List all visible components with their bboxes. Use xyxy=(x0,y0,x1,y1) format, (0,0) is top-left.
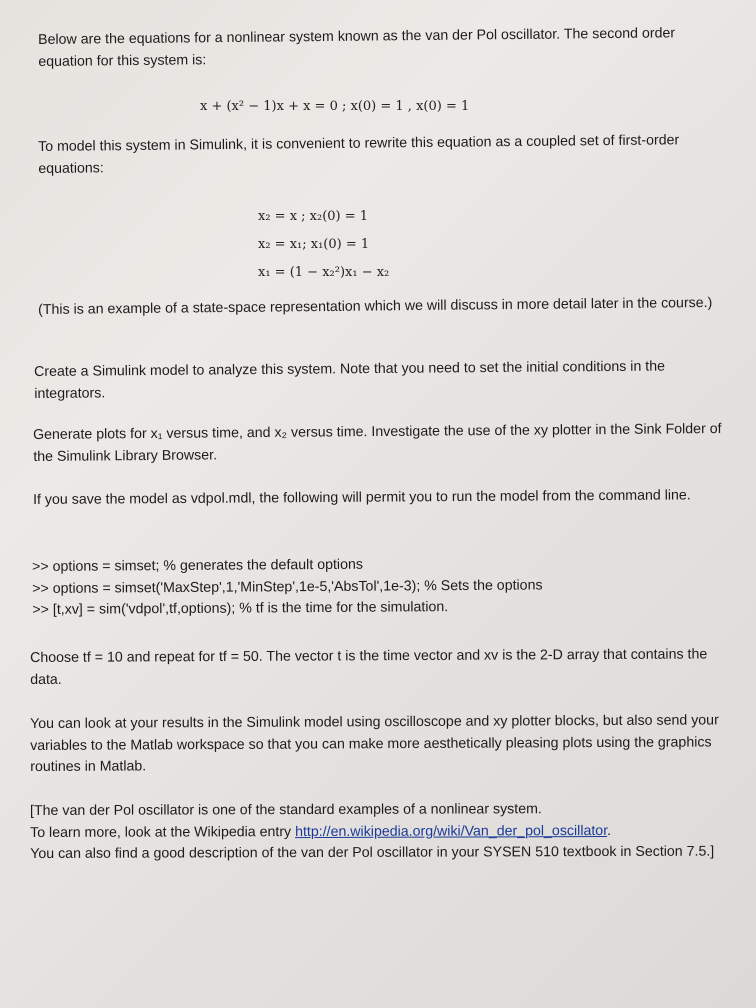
wikipedia-link[interactable]: http://en.wikipedia.org/wiki/Van_der_pol_oscillator xyxy=(295,822,608,840)
footer-line-2-suffix: . xyxy=(607,822,612,839)
choose-tf-paragraph: Choose tf = 10 and repeat for tf = 50. The vector t is the time vector and xv is the 2-D array that contains the data. xyxy=(30,646,708,688)
code-line-3: >> [t,xv] = sim('vdpol',tf,options); % tf is the time for the simulation. xyxy=(32,599,449,618)
footer-line-1: [The van der Pol oscillator is one of the standard examples of a nonlinear system. xyxy=(30,801,542,819)
footer-line-2-prefix: To learn more, look at the Wikipedia entry xyxy=(30,823,296,841)
intro-paragraph: Below are the equations for a nonlinear system known as the van der Pol oscillator. The second order equation for this system is: xyxy=(38,25,676,70)
save-model-paragraph: If you save the model as vdpol.mdl, the following will permit you to run the model from the command line. xyxy=(33,487,691,508)
equation-line-3: x₁ = (1 − x₂²)x₁ − x₂ xyxy=(258,265,390,280)
footer-note xyxy=(30,798,750,865)
state-space-note: (This is an example of a state-space representation which we will discuss in more detail later in the course.) xyxy=(38,294,713,318)
command-line-code xyxy=(32,552,732,621)
main-equation: x + (x² − 1)x + x = 0 ; x(0) = 1 , x(0) = 1 xyxy=(200,99,470,114)
code-line-2: >> options = simset('MaxStep',1,'MinStep',1e-5,'AbsTol',1e-3); % Sets the options xyxy=(32,576,543,597)
results-paragraph: You can look at your results in the Simulink model using oscilloscope and xy plotter blocks, but also send your variables to the Matlab workspace so that you can make more aesthetically pleasing plots using the graphics routines in Matlab. xyxy=(30,712,719,775)
generate-plots-paragraph: Generate plots for x₁ versus time, and x₂ versus time. Investigate the use of the xy plotter in the Sink Folder of the Simulink Library Browser. xyxy=(33,420,722,465)
simulink-intro-paragraph: To model this system in Simulink, it is convenient to rewrite this equation as a coupled set of first-order equations: xyxy=(38,132,680,177)
equation-line-1: x₂ = x ; x₂(0) = 1 xyxy=(258,209,369,224)
create-model-paragraph: Create a Simulink model to analyze this system. Note that you need to set the initial conditions in the integrators. xyxy=(34,358,666,402)
footer-line-3: You can also find a good description of the van der Pol oscillator in your SYSEN 510 textbook in Section 7.5.] xyxy=(30,843,715,862)
equation-line-2: x₂ = x₁; x₁(0) = 1 xyxy=(258,237,370,252)
code-line-1: >> options = simset; % generates the default options xyxy=(32,556,363,575)
footer-line-2 xyxy=(30,820,750,844)
